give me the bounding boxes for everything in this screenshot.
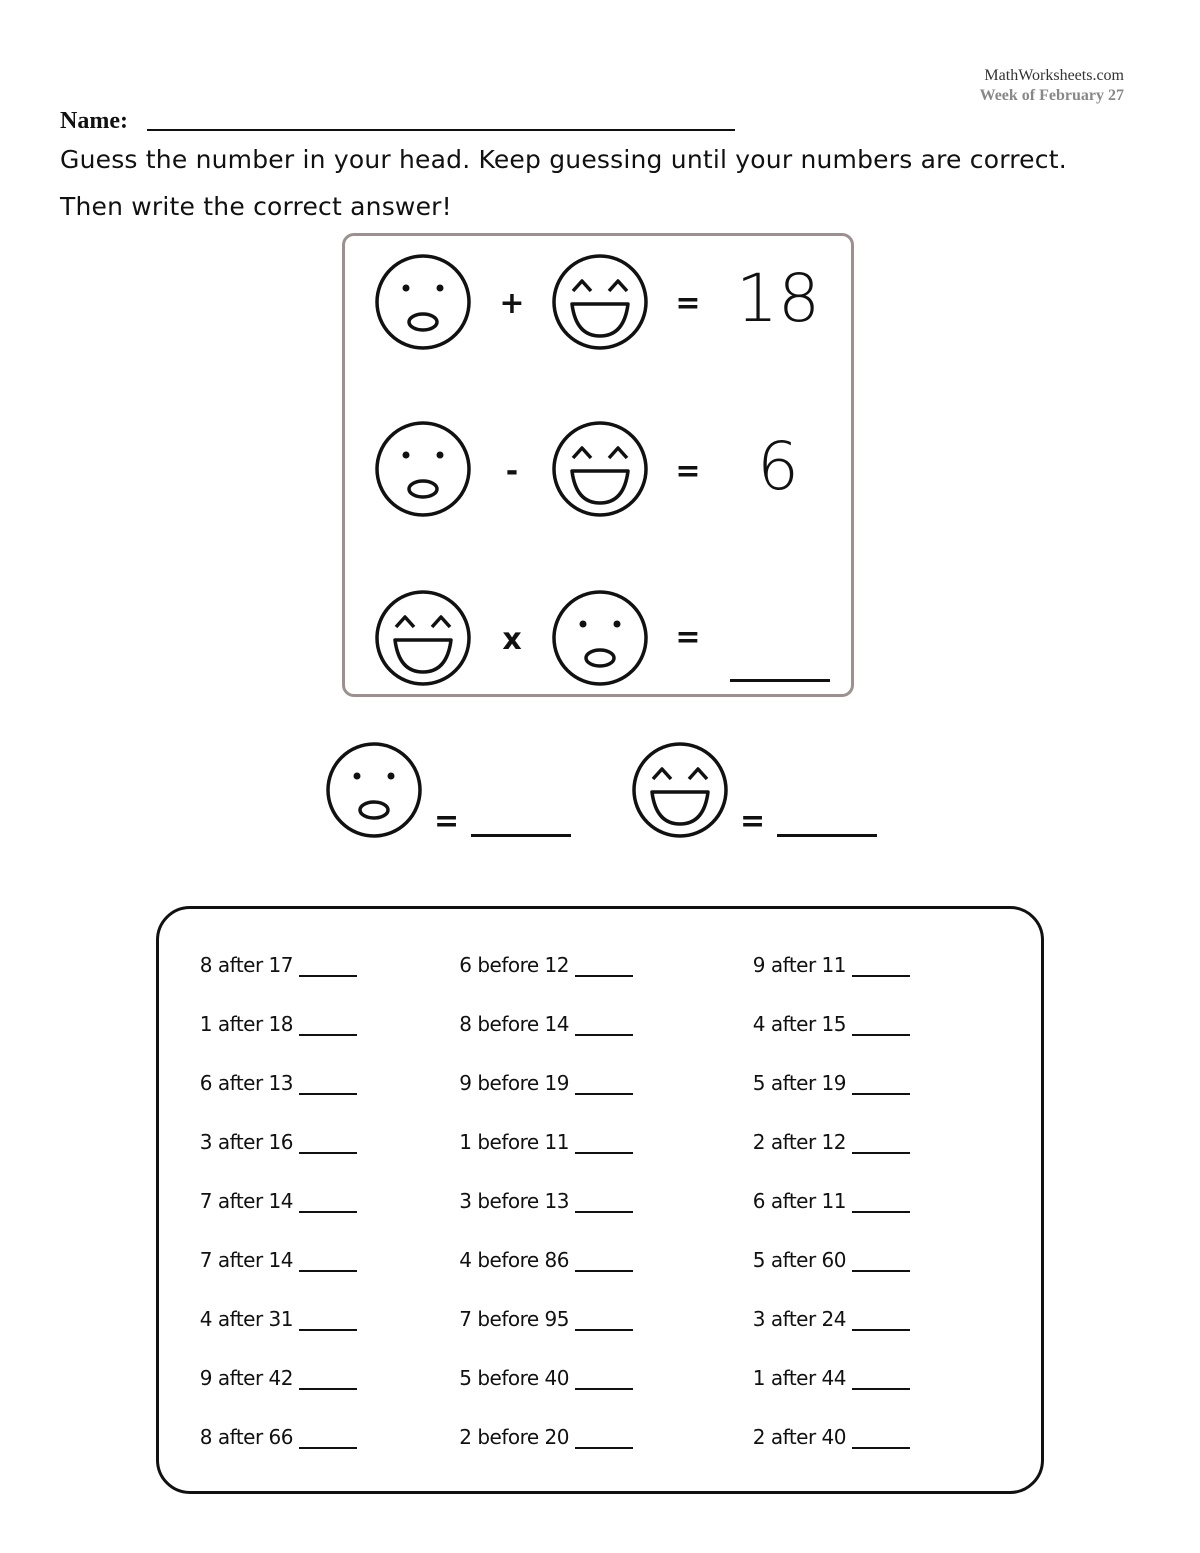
site-header [980, 66, 1124, 106]
practice-item [413, 1189, 633, 1215]
instruction-line-1: Guess the number in your head. Keep guessing until your numbers are correct. [60, 145, 1067, 174]
practice-answer-blank[interactable] [852, 1270, 910, 1272]
practice-item [690, 1130, 910, 1156]
equals-sign: = [675, 286, 701, 321]
practice-answer-blank[interactable] [575, 1034, 633, 1036]
practice-answer-blank[interactable] [299, 1093, 357, 1095]
practice-item [137, 1071, 357, 1097]
practice-answer-blank[interactable] [852, 1388, 910, 1390]
practice-item [413, 1248, 633, 1274]
practice-item [137, 1189, 357, 1215]
equals-sign: = [675, 454, 701, 489]
site-name: MathWorksheets.com [984, 67, 1124, 84]
practice-answer-blank[interactable] [852, 975, 910, 977]
practice-answer-blank[interactable] [852, 1329, 910, 1331]
operator-times: x [502, 622, 522, 657]
practice-item-label: 5 after 19 [752, 1071, 846, 1095]
practice-answer-blank[interactable] [575, 1093, 633, 1095]
surprised-face-icon [550, 588, 650, 688]
practice-item-label: 1 after 18 [199, 1012, 293, 1036]
practice-item-label: 1 before 11 [459, 1130, 569, 1154]
practice-item-label: 3 after 24 [752, 1307, 846, 1331]
laughing-face-icon [550, 252, 650, 352]
equals-sign: = [434, 804, 460, 839]
practice-item [413, 1307, 633, 1333]
surprised-face-icon [324, 740, 424, 840]
practice-item-label: 7 after 14 [199, 1248, 293, 1272]
surprised-face-icon [373, 252, 473, 352]
name-field-line[interactable] [147, 129, 735, 131]
practice-item [137, 1012, 357, 1038]
laughing-face-icon [373, 588, 473, 688]
practice-answer-blank[interactable] [299, 1270, 357, 1272]
practice-answer-blank[interactable] [852, 1093, 910, 1095]
surprised-value-blank[interactable] [471, 834, 571, 837]
surprised-face-icon [373, 419, 473, 519]
practice-answer-blank[interactable] [299, 1447, 357, 1449]
puzzle-box [342, 233, 854, 697]
practice-item [690, 1248, 910, 1274]
practice-item [413, 1425, 633, 1451]
practice-answer-blank[interactable] [575, 1388, 633, 1390]
practice-item-label: 5 before 40 [459, 1366, 569, 1390]
practice-answer-blank[interactable] [299, 1034, 357, 1036]
practice-answer-blank[interactable] [575, 1329, 633, 1331]
practice-item [690, 1366, 910, 1392]
practice-item-label: 9 after 42 [199, 1366, 293, 1390]
practice-answer-blank[interactable] [575, 975, 633, 977]
practice-item-label: 8 after 17 [199, 953, 293, 977]
practice-item [413, 1071, 633, 1097]
practice-item-label: 5 after 60 [752, 1248, 846, 1272]
practice-item-label: 7 before 95 [459, 1307, 569, 1331]
practice-item-label: 6 after 11 [752, 1189, 846, 1213]
practice-item-label: 9 before 19 [459, 1071, 569, 1095]
practice-item [413, 1130, 633, 1156]
practice-answer-blank[interactable] [299, 1152, 357, 1154]
practice-item-label: 4 after 15 [752, 1012, 846, 1036]
practice-item-label: 3 before 13 [459, 1189, 569, 1213]
practice-item-label: 8 after 66 [199, 1425, 293, 1449]
instruction-line-2: Then write the correct answer! [60, 192, 452, 221]
practice-item-label: 9 after 11 [752, 953, 846, 977]
result-value: 6 [757, 428, 799, 505]
practice-answer-blank[interactable] [852, 1034, 910, 1036]
practice-answer-blank[interactable] [575, 1270, 633, 1272]
practice-item-label: 7 after 14 [199, 1189, 293, 1213]
practice-item-label: 1 after 44 [752, 1366, 846, 1390]
practice-item [413, 1366, 633, 1392]
practice-item-label: 6 before 12 [459, 953, 569, 977]
practice-item-label: 8 before 14 [459, 1012, 569, 1036]
practice-item [690, 1425, 910, 1451]
practice-answer-blank[interactable] [299, 975, 357, 977]
practice-item [690, 1012, 910, 1038]
practice-item [413, 953, 633, 979]
equals-sign: = [675, 620, 701, 655]
practice-item [690, 953, 910, 979]
laughing-face-icon [550, 419, 650, 519]
practice-item-label: 2 after 12 [752, 1130, 846, 1154]
practice-answer-blank[interactable] [852, 1211, 910, 1213]
practice-answer-blank[interactable] [852, 1447, 910, 1449]
practice-answer-blank[interactable] [299, 1388, 357, 1390]
practice-item [413, 1012, 633, 1038]
practice-item-label: 3 after 16 [199, 1130, 293, 1154]
practice-item [690, 1189, 910, 1215]
result-value: 18 [736, 260, 820, 337]
operator-plus: + [499, 286, 525, 321]
answer-blank[interactable] [730, 679, 830, 682]
practice-answer-blank[interactable] [299, 1329, 357, 1331]
practice-answer-blank[interactable] [575, 1211, 633, 1213]
laughing-value-blank[interactable] [777, 834, 877, 837]
week-label: Week of February 27 [979, 87, 1124, 104]
practice-item [690, 1071, 910, 1097]
operator-minus: - [505, 454, 519, 489]
practice-item [137, 1366, 357, 1392]
practice-item-label: 6 after 13 [199, 1071, 293, 1095]
practice-item [137, 953, 357, 979]
practice-item-label: 4 before 86 [459, 1248, 569, 1272]
practice-item [690, 1307, 910, 1333]
practice-item-label: 4 after 31 [199, 1307, 293, 1331]
laughing-face-icon [630, 740, 730, 840]
practice-item [137, 1425, 357, 1451]
practice-answer-blank[interactable] [575, 1152, 633, 1154]
practice-item [137, 1248, 357, 1274]
practice-answer-blank[interactable] [575, 1447, 633, 1449]
practice-item [137, 1130, 357, 1156]
equals-sign: = [740, 804, 766, 839]
practice-item [137, 1307, 357, 1333]
name-label: Name: [60, 108, 128, 134]
practice-item-label: 2 before 20 [459, 1425, 569, 1449]
practice-answer-blank[interactable] [852, 1152, 910, 1154]
practice-item-label: 2 after 40 [752, 1425, 846, 1449]
practice-answer-blank[interactable] [299, 1211, 357, 1213]
